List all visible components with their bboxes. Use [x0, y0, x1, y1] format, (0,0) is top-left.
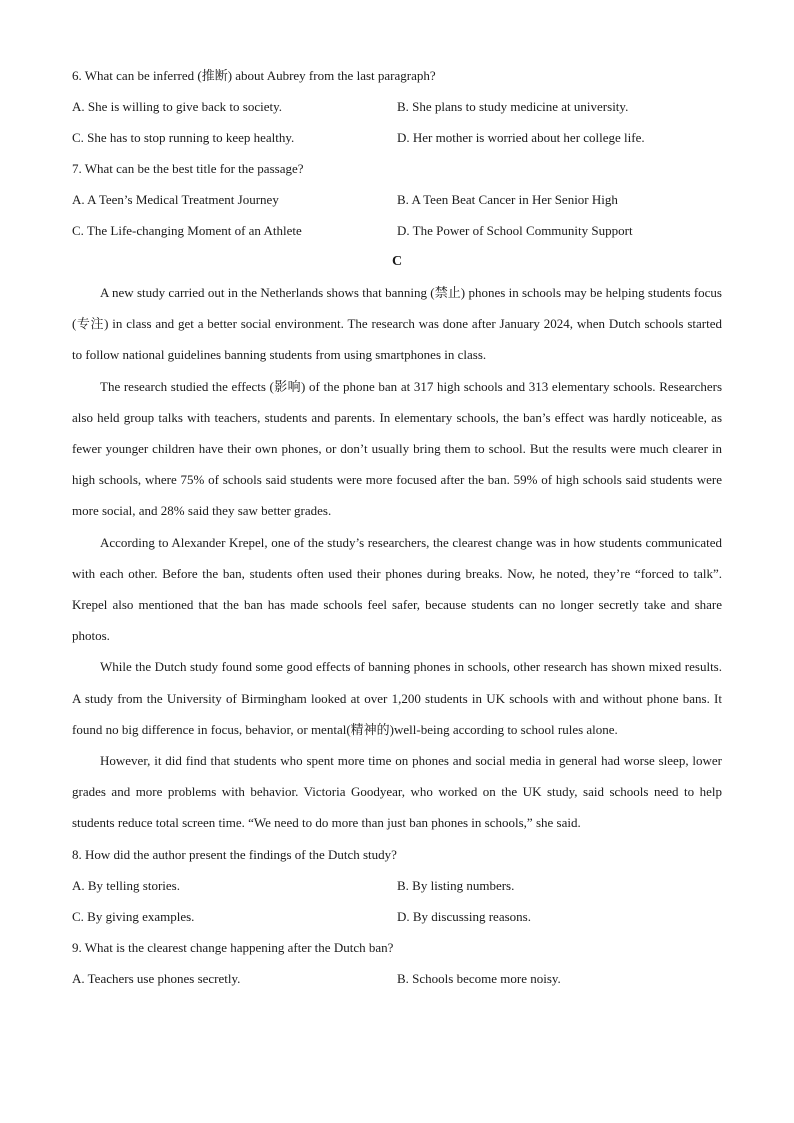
- passage-paragraph-5: However, it did find that students who spent more time on phones and social media in general had worse sleep, lower grades and more problems with behavior. Victoria Goodyear, who worked on the UK study, said schools need to help students reduce total screen time. “We need to do more than just ban phones in schools,” she said.: [72, 753, 722, 831]
- question-9: 9. What is the clearest change happening after the Dutch ban?: [72, 939, 394, 955]
- question-8: 8. How did the author present the findings of the Dutch study?: [72, 846, 397, 862]
- option-8a: A. By telling stories.: [72, 877, 180, 893]
- option-8d: D. By discussing reasons.: [397, 908, 531, 924]
- option-6a: A. She is willing to give back to society.: [72, 99, 283, 114]
- passage-paragraph-3: According to Alexander Krepel, one of the study’s researchers, the clearest change was in how students communicated with each other. Before the ban, students often used their phones during breaks. Now, he noted, they’re “forced to talk”. Krepel also mentioned that the ban has made schools feel safer, because students can no longer secretly take and share photos.: [72, 534, 722, 644]
- option-9b: B. Schools become more noisy.: [397, 970, 561, 986]
- question-6-options-row-1: [72, 95, 722, 126]
- question-7: 7. What can be the best title for the passage?: [72, 161, 304, 176]
- option-7b: B. A Teen Beat Cancer in Her Senior High: [397, 192, 618, 207]
- question-6-options-row-2: [72, 126, 722, 157]
- option-6b: B. She plans to study medicine at university.: [397, 99, 629, 114]
- option-6c: C. She has to stop running to keep healthy.: [72, 130, 295, 145]
- passage-paragraph-4: While the Dutch study found some good effects of banning phones in schools, other research has shown mixed results. A study from the University of Birmingham looked at over 1,200 students in UK schools with and without phone bans. It found no big difference in focus, behavior, or mental(精神的)well-being according to school rules alone.: [72, 659, 722, 737]
- section-label: C: [391, 254, 403, 269]
- option-7c: C. The Life-changing Moment of an Athlete: [72, 223, 302, 238]
- question-9-options-row-1: [72, 967, 722, 998]
- option-7a: A. A Teen’s Medical Treatment Journey: [72, 192, 279, 207]
- option-8c: C. By giving examples.: [72, 908, 195, 924]
- option-9a: A. Teachers use phones secretly.: [72, 970, 241, 986]
- passage-paragraph-1: A new study carried out in the Netherlands shows that banning (禁止) phones in schools may be helping students focus (专注) in class and get a better social environment. The research was done after January 2024, when Dutch schools started to follow national guidelines banning students from using smartphones in class.: [72, 285, 722, 363]
- option-8b: B. By listing numbers.: [397, 877, 515, 893]
- question-7-options-row-1: [72, 188, 722, 219]
- exam-page: [72, 64, 722, 998]
- passage-paragraph-2: The research studied the effects (影响) of the phone ban at 317 high schools and 313 elementary schools. Researchers also held group talks with teachers, students and parents. In elementary schools, the ban’s effect was hardly noticeable, as fewer younger children have their own phones, or don’t usually bring them to school. But the results were much clearer in high schools, where 75% of schools said students were more focused after the ban. 59% of high schools said students were more social, and 28% said they saw better grades.: [72, 378, 722, 519]
- question-8-options-row-1: [72, 874, 722, 905]
- question-8-options-row-2: [72, 905, 722, 936]
- question-6: 6. What can be inferred (推断) about Aubrey from the last paragraph?: [72, 68, 436, 83]
- option-6d: D. Her mother is worried about her college life.: [397, 130, 645, 145]
- option-7d: D. The Power of School Community Support: [397, 223, 633, 238]
- question-7-options-row-2: [72, 219, 722, 250]
